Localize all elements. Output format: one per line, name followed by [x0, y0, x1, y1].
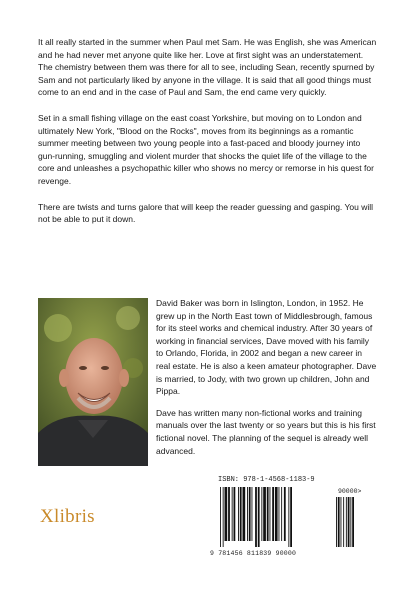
author-photo — [38, 298, 148, 466]
blurb-paragraph-2: Set in a small fishing village on the east coast Yorkshire, but moving on to London and ultimately New York, "Blood on the Rocks", moves from its beginnings as a romantic summer meeting between two young people into a fast-paced and bloody journey into gun-running, smuggling and violent murder that shocks the quiet life of the village to the core and unleashes a psychopathic killer who shows no mercy or remorse in his quest for revenge. — [38, 112, 374, 186]
xlibris-logo: Xlibris — [40, 506, 95, 527]
back-cover-blurb — [38, 36, 378, 239]
bio-paragraph-1: David Baker was born in Islington, London, in 1952. He grew up in the North East town of Middlesbrough, famous for its steel works and chemical industry. After 30 years of working in financial services, Dave moved with his family to Orlando, Florida, in 2002 and began a new career in real estate. He is also a keen amateur photographer. Dave is married, to Jody, with two grown up children, John and Pippa. — [156, 298, 377, 397]
isbn-barcode — [220, 487, 366, 547]
barcode-digits: 9 781456 811839 90000 — [210, 550, 297, 557]
isbn-label: ISBN: 978-1-4568-1183-9 — [218, 476, 315, 484]
blurb-paragraph-1: It all really started in the summer when Paul met Sam. He was English, she was American and he had never met anyone quite like her. Love at first sight was an understatement. The chemistry between them was there for all to see, including Sean, recently spurned by Sam and not particularly liked by anyone in the village. It is said that all good things must come to an end and in the case of Paul and Sam, the end came very quickly. — [38, 37, 377, 98]
bio-paragraph-2: Dave has written many non-fictional works and training manuals over the last twenty or so years but this is his first fictional novel. The planning of the sequel is already well advanced. — [156, 407, 376, 456]
blurb-paragraph-3: There are twists and turns galore that will keep the reader guessing and gasping. You will not be able to put it down. — [38, 201, 374, 225]
author-bio — [156, 297, 378, 466]
barcode-addon-number: 90000> — [338, 488, 362, 495]
